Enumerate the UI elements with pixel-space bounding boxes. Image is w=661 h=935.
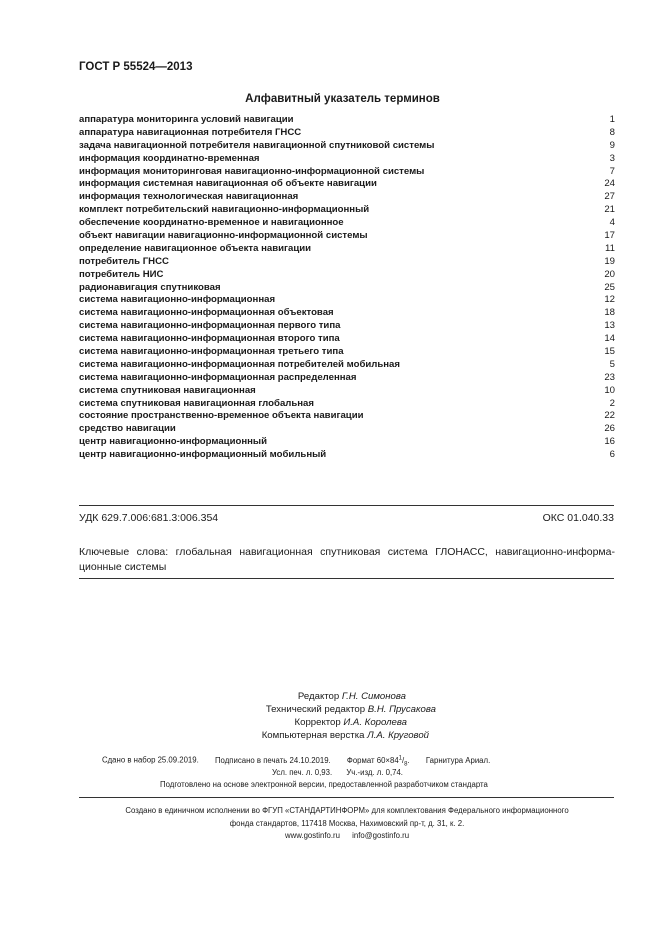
index-term-number: 8 bbox=[609, 126, 615, 138]
index-row bbox=[79, 243, 615, 256]
index-row bbox=[79, 359, 615, 372]
index-row bbox=[79, 204, 615, 217]
index-term-number: 19 bbox=[604, 255, 615, 267]
oks-code: ОКС 01.040.33 bbox=[542, 512, 614, 524]
index-term-number: 25 bbox=[604, 281, 615, 293]
index-term: средство навигации bbox=[79, 423, 176, 435]
index-row bbox=[79, 282, 615, 295]
divider-top bbox=[79, 505, 614, 506]
index-term: информация мониторинговая навигационно-информационной системы bbox=[79, 165, 425, 177]
index-term: радионавигация спутниковая bbox=[79, 281, 221, 293]
index-term: комплект потребительский навигационно-информационный bbox=[79, 204, 370, 216]
imprint-typeface: Гарнитура Ариал. bbox=[425, 755, 491, 765]
credit-corrector-label: Корректор bbox=[294, 717, 341, 728]
footer-email-link[interactable]: info@gostinfo.ru bbox=[352, 831, 410, 840]
index-term-number: 9 bbox=[609, 139, 615, 151]
index-term: центр навигационно-информационный мобильный bbox=[79, 449, 327, 461]
index-row bbox=[79, 127, 615, 140]
index-row bbox=[79, 372, 615, 385]
index-term-number: 22 bbox=[604, 410, 615, 422]
index-row bbox=[79, 307, 615, 320]
footer-line1: Создано в единичном исполнении во ФГУП «СТАНДАРТИНФОРМ» для комплектования Федерального информационного bbox=[125, 806, 569, 815]
index-term-number: 11 bbox=[605, 242, 615, 254]
index-term: система навигационно-информационная второго типа bbox=[79, 333, 340, 345]
index-term-number: 20 bbox=[604, 268, 615, 280]
footer-links bbox=[79, 830, 615, 843]
index-term-number: 16 bbox=[604, 436, 615, 448]
index-term: система навигационно-информационная потребителей мобильная bbox=[79, 358, 400, 370]
index-term: центр навигационно-информационный bbox=[79, 436, 268, 448]
index-term-number: 21 bbox=[604, 204, 615, 216]
index-term: система спутниковая навигационная bbox=[79, 384, 256, 396]
footer-line2: фонда стандартов, 117418 Москва, Нахимовский пр-т, д. 31, к. 2. bbox=[229, 818, 465, 828]
index-row bbox=[79, 449, 615, 462]
index-list bbox=[79, 114, 615, 462]
index-term: система навигационно-информационная объектовая bbox=[79, 307, 334, 319]
index-row bbox=[79, 166, 615, 179]
index-term-number: 15 bbox=[604, 346, 615, 358]
index-term-number: 23 bbox=[604, 371, 615, 383]
index-row bbox=[79, 191, 615, 204]
index-row bbox=[79, 256, 615, 269]
imprint-typeset-date: Сдано в набор 25.09.2019. bbox=[102, 755, 199, 765]
credit-layout-label: Компьютерная верстка bbox=[261, 730, 365, 741]
index-row bbox=[79, 398, 615, 411]
imprint-print-date: Подписано в печать 24.10.2019. bbox=[214, 755, 331, 765]
index-term: информация технологическая навигационная bbox=[79, 191, 299, 203]
index-row bbox=[79, 423, 615, 436]
imprint-line2 bbox=[272, 768, 403, 777]
index-term: определение навигационное объекта навигации bbox=[79, 242, 312, 254]
index-row bbox=[79, 269, 615, 282]
index-row bbox=[79, 294, 615, 307]
index-term-number: 3 bbox=[609, 152, 615, 164]
index-row bbox=[79, 114, 615, 127]
credit-tech-editor-label: Технический редактор bbox=[265, 704, 366, 715]
credit-corrector-name: И.А. Королева bbox=[343, 717, 407, 728]
index-term-number: 10 bbox=[604, 384, 615, 396]
index-term: система навигационно-информационная bbox=[79, 294, 276, 306]
credit-corrector bbox=[295, 717, 407, 728]
credit-editor-name: Г.Н. Симонова bbox=[341, 691, 406, 702]
credit-tech-editor-name: В.Н. Прусакова bbox=[367, 704, 436, 715]
index-title: Алфавитный указатель терминов bbox=[245, 93, 440, 105]
index-term-number: 27 bbox=[604, 191, 615, 203]
divider-bottom bbox=[79, 797, 614, 798]
index-row bbox=[79, 333, 615, 346]
index-term: система спутниковая навигационная глобальная bbox=[79, 397, 314, 409]
index-row bbox=[79, 346, 615, 359]
index-row bbox=[79, 153, 615, 166]
index-term: система навигационно-информационная первого типа bbox=[79, 320, 341, 332]
index-term-number: 18 bbox=[604, 307, 615, 319]
credit-layout bbox=[262, 730, 429, 741]
imprint-line3: Подготовлено на основе электронной версии, предоставленной разработчиком стандарта bbox=[160, 780, 488, 789]
footer-site-link[interactable]: www.gostinfo.ru bbox=[284, 831, 340, 840]
udc-code: УДК 629.7.006:681.3:006.354 bbox=[79, 512, 219, 524]
index-row bbox=[79, 178, 615, 191]
credit-tech-editor bbox=[266, 704, 436, 715]
credit-editor bbox=[298, 691, 406, 702]
index-term: информация координатно-временная bbox=[79, 152, 260, 164]
index-term: потребитель НИС bbox=[79, 268, 164, 280]
imprint-line1 bbox=[102, 755, 490, 767]
index-term-number: 6 bbox=[609, 449, 615, 461]
index-term-number: 4 bbox=[609, 217, 615, 229]
keywords: Ключевые слова: глобальная навигационная спутниковая система ГЛОНАСС, навигационно-информа-ционные системы bbox=[79, 546, 615, 573]
index-term: информация системная навигационная об объекте навигации bbox=[79, 178, 377, 190]
index-term: система навигационно-информационная третьего типа bbox=[79, 346, 344, 358]
imprint-format: Формат $60\times 84^1/_8$. bbox=[346, 755, 410, 768]
index-term: состояние пространственно-временное объекта навигации bbox=[79, 410, 364, 422]
index-row bbox=[79, 410, 615, 423]
index-term-number: 17 bbox=[604, 230, 615, 242]
credit-editor-label: Редактор bbox=[297, 691, 340, 702]
index-term: аппаратура навигационная потребителя ГНСС bbox=[79, 126, 302, 138]
index-term-number: 13 bbox=[604, 320, 615, 332]
index-row bbox=[79, 230, 615, 243]
index-term-number: 26 bbox=[604, 423, 615, 435]
index-term-number: 24 bbox=[604, 178, 615, 190]
index-row bbox=[79, 140, 615, 153]
imprint-print-sheets: Усл. печ. л. 0,93. bbox=[272, 768, 333, 777]
index-term-number: 5 bbox=[609, 358, 615, 370]
index-term: потребитель ГНСС bbox=[79, 255, 169, 267]
index-term-number: 2 bbox=[609, 397, 615, 409]
index-term: обеспечение координатно-временное и навигационное bbox=[79, 217, 344, 229]
divider-middle bbox=[79, 578, 614, 579]
index-term: объект навигации навигационно-информационной системы bbox=[79, 230, 368, 242]
index-term-number: 7 bbox=[609, 165, 615, 177]
credit-layout-name: Л.А. Круговой bbox=[367, 730, 429, 741]
index-row bbox=[79, 217, 615, 230]
imprint-pub-sheets: Уч.-изд. л. 0,74. bbox=[346, 768, 403, 777]
index-term: аппаратура мониторинга условий навигации bbox=[79, 114, 294, 125]
footer-text bbox=[79, 805, 615, 843]
index-term: задача навигационной потребителя навигационной спутниковой системы bbox=[79, 139, 435, 151]
index-row bbox=[79, 385, 615, 398]
index-term: система навигационно-информационная распределенная bbox=[79, 371, 357, 383]
index-term-number: 1 bbox=[609, 114, 615, 125]
index-row bbox=[79, 320, 615, 333]
index-term-number: 12 bbox=[604, 294, 615, 306]
index-term-number: 14 bbox=[604, 333, 615, 345]
document-code: ГОСТ Р 55524—2013 bbox=[79, 61, 193, 73]
index-row bbox=[79, 436, 615, 449]
